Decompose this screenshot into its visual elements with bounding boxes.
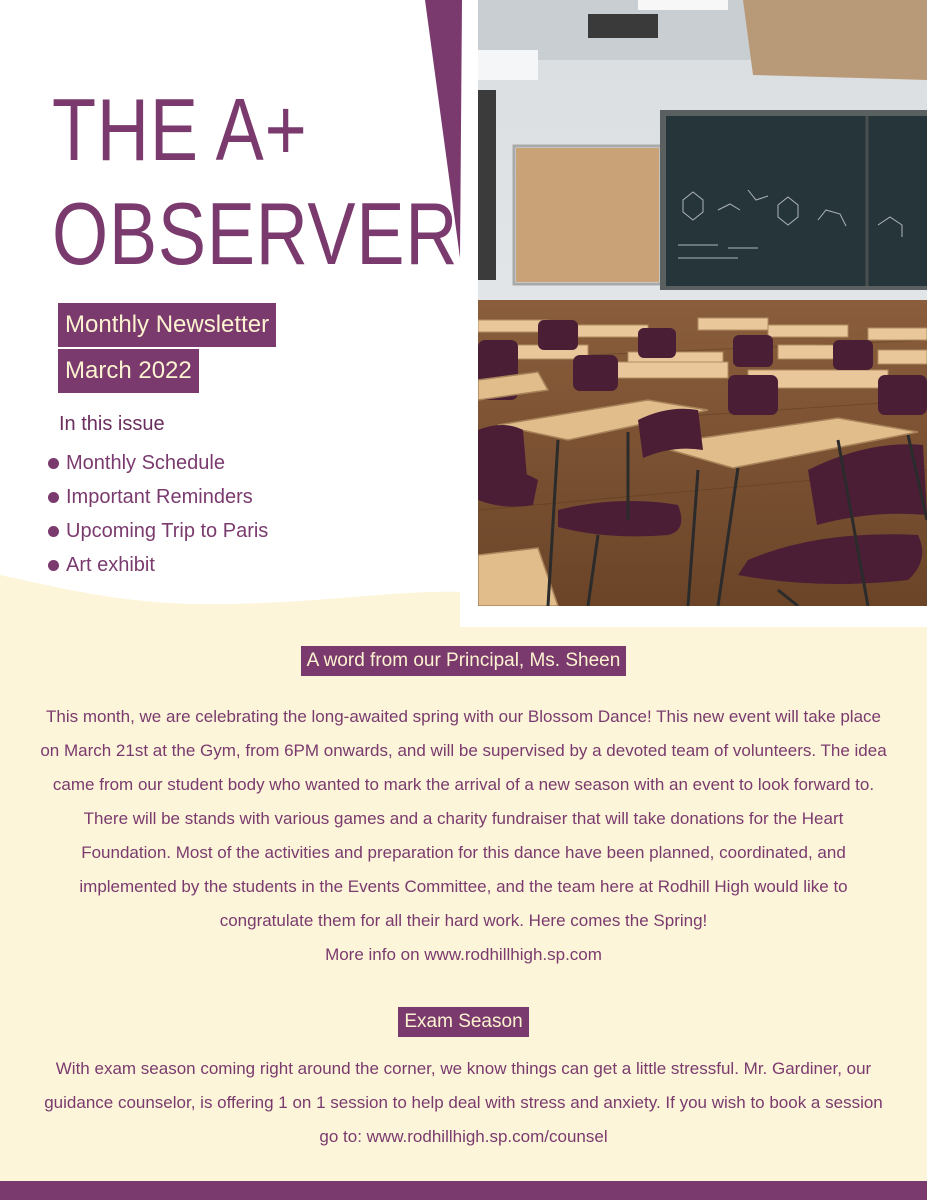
more-info-link: More info on www.rodhillhigh.sp.com [325, 945, 602, 964]
date-tag: March 2022 [58, 349, 199, 393]
list-item [48, 446, 268, 480]
in-this-issue-heading: In this issue [59, 413, 165, 435]
masthead-line-2: OBSERVER [52, 184, 459, 283]
exam-section-title [0, 1007, 927, 1037]
bullet-dot-icon [48, 560, 59, 571]
principal-section-title-label: A word from our Principal, Ms. Sheen [301, 646, 627, 676]
masthead-line-1: THE A+ [52, 80, 308, 179]
list-item [48, 514, 268, 548]
list-item [48, 548, 268, 582]
classroom-photo [478, 0, 927, 606]
masthead-title [52, 78, 458, 286]
exam-message [40, 1052, 887, 1154]
subtitle-tag: Monthly Newsletter [58, 303, 276, 347]
bullet-dot-icon [48, 526, 59, 537]
exam-message-body: With exam season coming right around the corner, we know things can get a little stressful. Mr. Gardiner, our guidance counselor, is offering 1 on 1 session to help deal with stress and anxiety. If you wish to book a session go to: www.rodhillhigh.sp.com/counsel [44, 1059, 883, 1146]
bullet-dot-icon [48, 458, 59, 469]
list-item-label: Upcoming Trip to Paris [66, 519, 269, 542]
footer-bar [0, 1181, 927, 1200]
principal-section-title [0, 646, 927, 676]
list-item-label: Important Reminders [66, 485, 253, 508]
principal-message-body: This month, we are celebrating the long-awaited spring with our Blossom Dance! This new event will take place on March 21st at the Gym, from 6PM onwards, and will be supervised by a devoted team of volunteers. The idea came from our student body who wanted to mark the arrival of a new season with an event to look forward to. There will be stands with various games and a charity fundraiser that will take donations for the Heart Foundation. Most of the activities and preparation for this dance have been planned, coordinated, and implemented by the students in the Events Committee, and the team here at Rodhill High would like to congratulate them for all their hard work. Here comes the Spring! [40, 707, 887, 930]
list-item-label: Art exhibit [66, 553, 155, 576]
list-item-label: Monthly Schedule [66, 451, 225, 474]
principal-message [40, 700, 887, 972]
list-item [48, 480, 268, 514]
exam-section-title-label: Exam Season [398, 1007, 528, 1037]
bullet-dot-icon [48, 492, 59, 503]
in-this-issue-list [48, 446, 268, 582]
